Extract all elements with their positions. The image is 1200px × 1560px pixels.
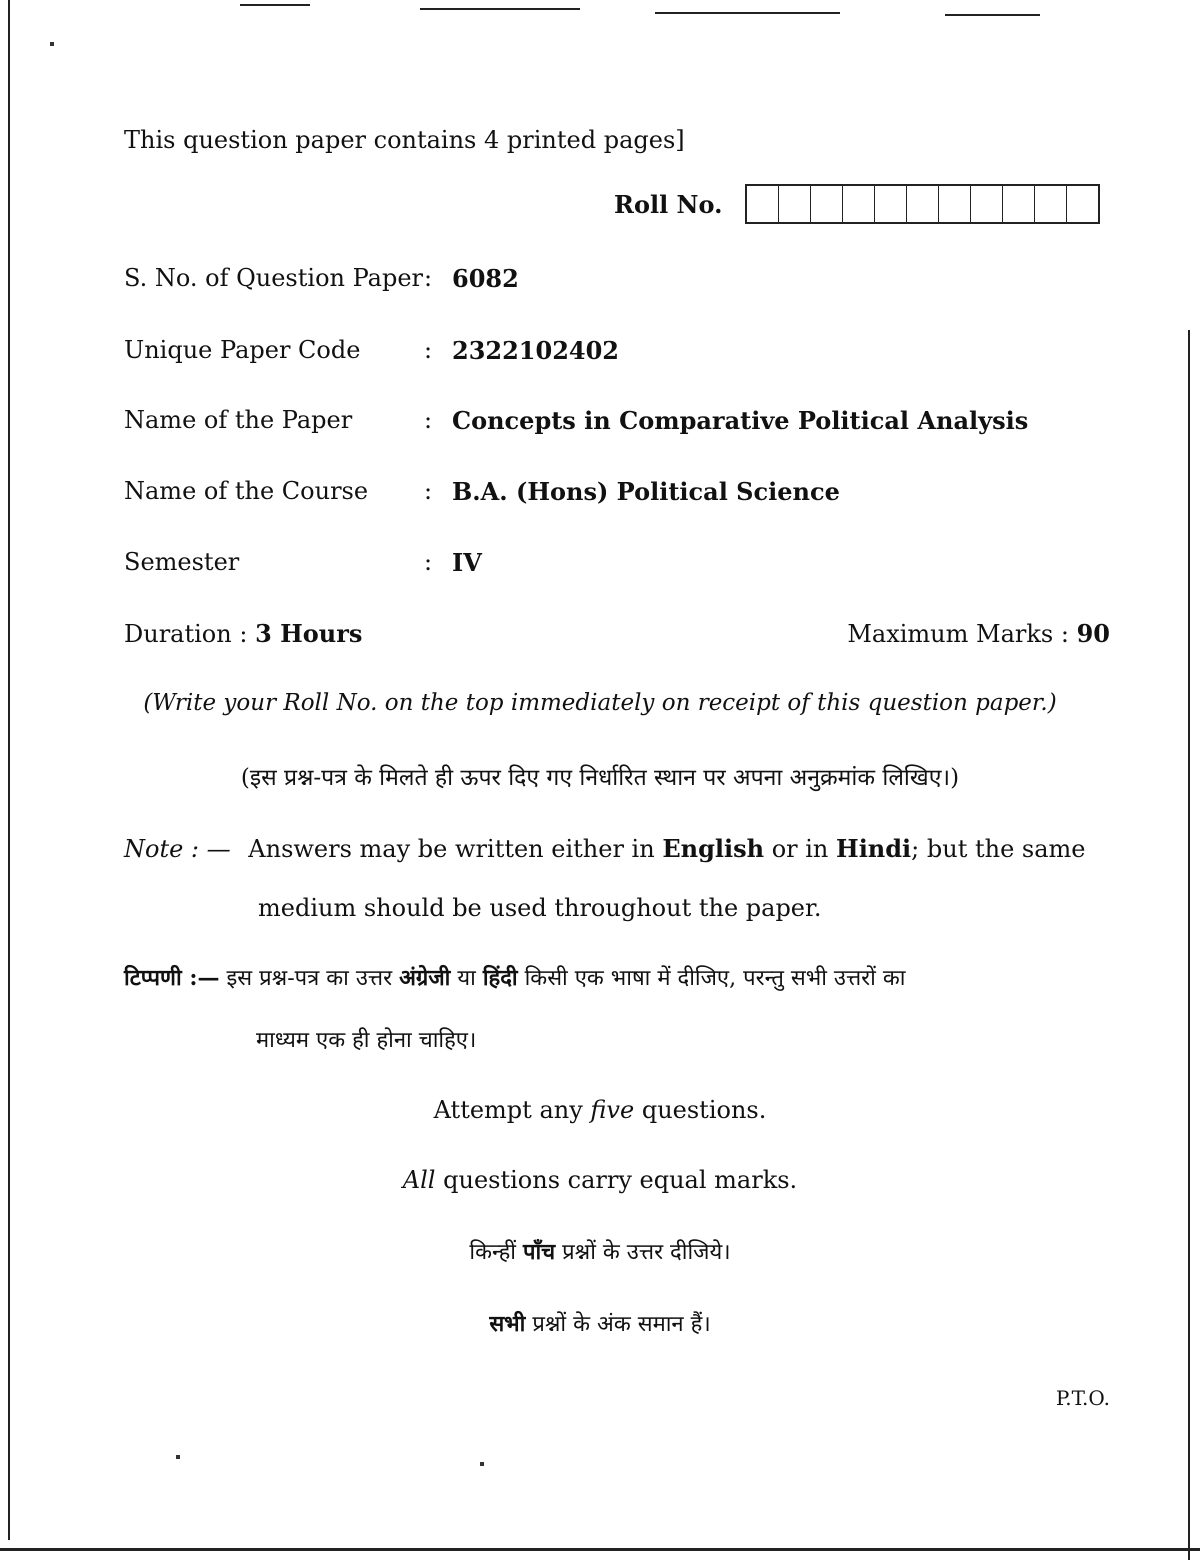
note-english-word: English xyxy=(662,834,765,863)
field-colon: : xyxy=(424,264,433,292)
marks-instruction-hindi xyxy=(0,1308,1200,1338)
note-hindi-line2: माध्यम एक ही होना चाहिए। xyxy=(256,1028,477,1053)
instruction-emphasis: सभी xyxy=(489,1311,526,1337)
pto: P.T.O. xyxy=(1055,1386,1110,1410)
note-text: ; but the same xyxy=(911,835,1086,863)
field-value: Concepts in Comparative Political Analysis xyxy=(452,406,1029,435)
instruction-text: questions carry equal marks. xyxy=(443,1166,798,1194)
roll-number-digit-box[interactable] xyxy=(1003,186,1035,222)
instruction-text: प्रश्नों के उत्तर दीजिये। xyxy=(562,1240,731,1265)
roll-number-digit-box[interactable] xyxy=(939,186,971,222)
note-english-line2: medium should be used throughout the paper. xyxy=(258,894,822,922)
scan-dash xyxy=(240,4,310,6)
scan-speck xyxy=(50,42,54,46)
marks-instruction xyxy=(0,1166,1200,1194)
roll-instruction-english: (Write your Roll No. on the top immediately on receipt of this question paper.) xyxy=(143,690,1057,716)
field-colon: : xyxy=(424,548,433,576)
instruction-text: questions. xyxy=(641,1096,767,1124)
scan-dash xyxy=(655,12,840,14)
attempt-instruction-hindi xyxy=(0,1236,1200,1266)
note-text: or in xyxy=(771,835,829,863)
field-colon: : xyxy=(424,406,433,434)
roll-number-digit-box[interactable] xyxy=(907,186,939,222)
roll-number-digit-box[interactable] xyxy=(747,186,779,222)
scan-dash xyxy=(420,8,580,10)
note-text: किसी एक भाषा में दीजिए, परन्तु सभी उत्तरों का xyxy=(524,966,906,991)
roll-number-digit-box[interactable] xyxy=(811,186,843,222)
roll-number-digit-box[interactable] xyxy=(971,186,1003,222)
roll-number-digit-box[interactable] xyxy=(1035,186,1067,222)
note-english xyxy=(124,834,1085,863)
field-label: Semester xyxy=(124,548,240,576)
maximum-marks xyxy=(847,619,1110,648)
field-colon: : xyxy=(424,336,433,364)
field-label: S. No. of Question Paper xyxy=(124,264,424,292)
field-value: 2322102402 xyxy=(452,336,619,365)
note-hindi-label: टिप्पणी :— xyxy=(124,965,220,991)
note-hindi-word: Hindi xyxy=(836,834,912,863)
instruction-text: किन्हीं xyxy=(469,1240,516,1265)
instruction-text: Attempt any xyxy=(433,1096,583,1124)
roll-instruction-hindi: (इस प्रश्न-पत्र के मिलते ही ऊपर दिए गए निर्धारित स्थान पर अपना अनुक्रमांक लिखिए।) xyxy=(240,765,960,791)
instruction-emphasis: पाँच xyxy=(522,1239,556,1265)
roll-number-digit-box[interactable] xyxy=(875,186,907,222)
note-text: Answers may be written either in xyxy=(248,835,655,863)
field-value: B.A. (Hons) Political Science xyxy=(452,477,840,506)
roll-number-digit-box[interactable] xyxy=(779,186,811,222)
field-label: Name of the Paper xyxy=(124,406,353,434)
instruction-text: प्रश्नों के अंक समान हैं। xyxy=(532,1312,711,1337)
roll-number-boxes[interactable] xyxy=(745,184,1100,224)
roll-number-digit-box[interactable] xyxy=(843,186,875,222)
scan-dash xyxy=(945,14,1040,16)
instruction-emphasis: five xyxy=(590,1096,635,1124)
field-label: Unique Paper Code xyxy=(124,336,361,364)
field-value: IV xyxy=(452,548,482,577)
roll-number-digit-box[interactable] xyxy=(1067,186,1098,222)
attempt-instruction xyxy=(0,1096,1200,1124)
field-label: Name of the Course xyxy=(124,477,369,505)
duration xyxy=(124,619,362,648)
scan-border-bottom xyxy=(0,1548,1200,1551)
field-colon: : xyxy=(424,477,433,505)
note-label: Note : — xyxy=(124,835,231,863)
instruction-emphasis: All xyxy=(402,1166,436,1194)
note-hindi xyxy=(124,962,905,992)
field-value: 6082 xyxy=(452,264,519,293)
note-text: अंग्रेजी xyxy=(399,965,451,991)
roll-number-label: Roll No. xyxy=(614,190,723,219)
duration-value: 3 Hours xyxy=(255,619,363,648)
scan-speck xyxy=(176,1455,180,1459)
scan-border-right xyxy=(1188,330,1190,1560)
scan-speck xyxy=(480,1462,484,1466)
duration-label: Duration : xyxy=(124,620,248,648)
note-text: हिंदी xyxy=(482,965,518,991)
pages-note: This question paper contains 4 printed pages] xyxy=(124,126,685,154)
max-marks-label: Maximum Marks : xyxy=(847,620,1069,648)
note-text: या xyxy=(457,966,476,991)
note-text: इस प्रश्न-पत्र का उत्तर xyxy=(226,966,393,991)
max-marks-value: 90 xyxy=(1076,619,1110,648)
